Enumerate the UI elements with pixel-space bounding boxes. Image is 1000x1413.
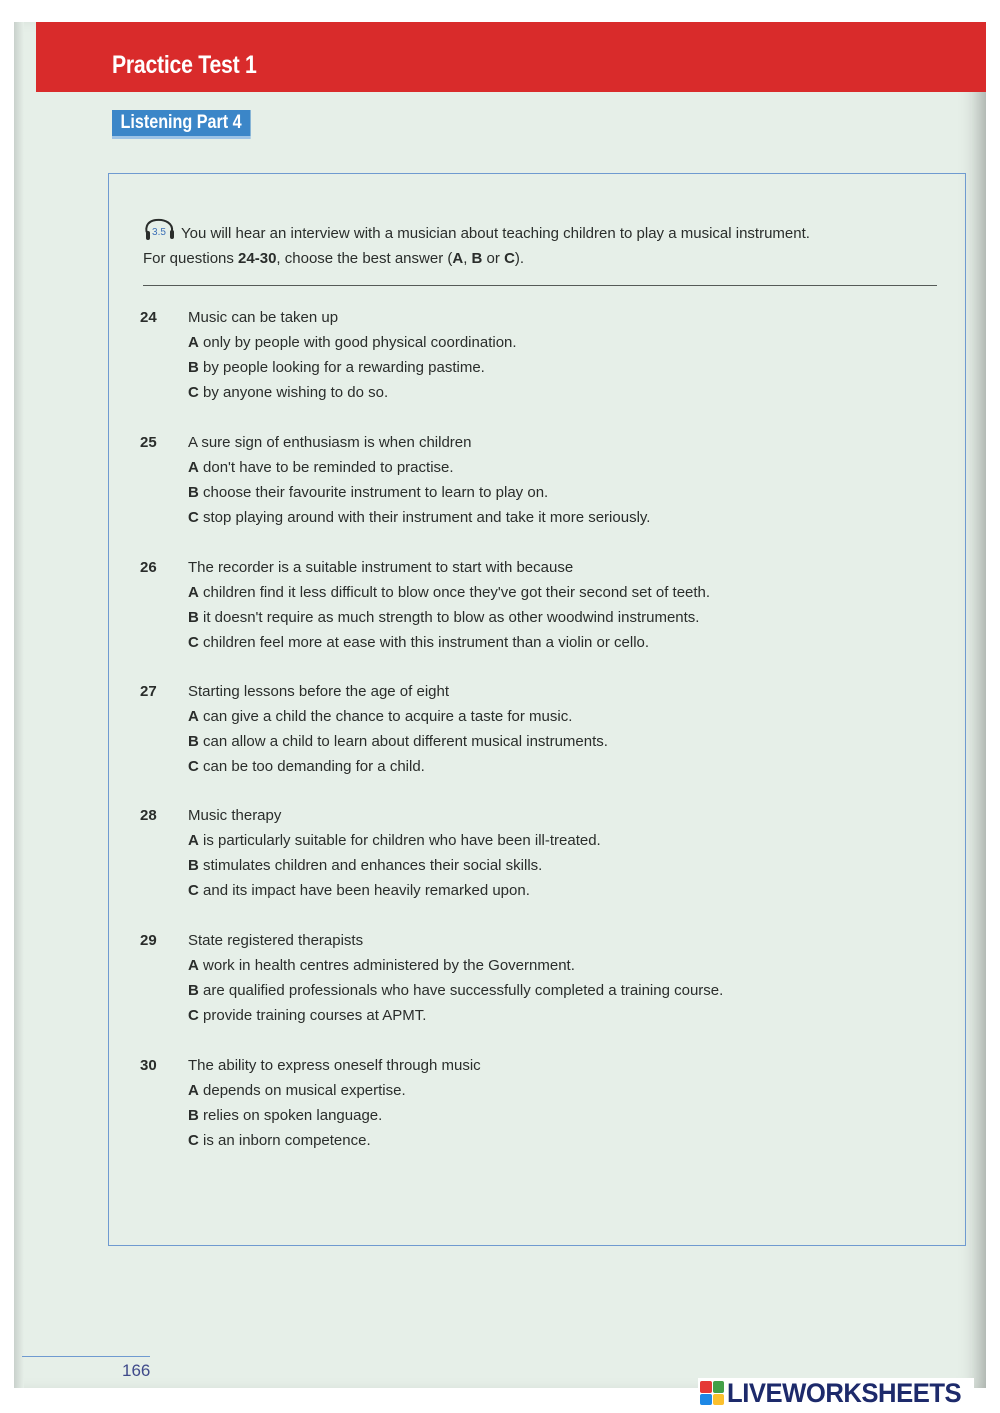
section-label: Listening Part 4 <box>112 110 250 139</box>
page-title: Practice Test 1 <box>112 51 257 79</box>
option-a[interactable] <box>140 455 900 480</box>
option-c[interactable] <box>140 380 900 405</box>
option-text: can be too demanding for a child. <box>203 758 425 775</box>
option-c[interactable] <box>140 878 900 903</box>
question-25 <box>140 430 900 530</box>
option-text: can give a child the chance to acquire a taste for music. <box>203 708 573 725</box>
instructions-text-2: For questions <box>143 250 239 267</box>
option-letter: A <box>188 459 199 476</box>
instructions-line-1 <box>143 218 943 248</box>
audio-track-number: 3.5 <box>152 227 166 238</box>
option-letter: B <box>188 982 199 999</box>
option-a[interactable] <box>140 580 900 605</box>
option-b[interactable] <box>140 480 900 505</box>
question-number: 27 <box>140 683 157 700</box>
liveworksheets-watermark <box>698 1378 974 1408</box>
option-letter: C <box>188 758 199 775</box>
page-number: 166 <box>122 1361 151 1380</box>
logo-tile-3 <box>700 1394 712 1406</box>
option-text: children find it less difficult to blow once they've got their second set of teeth. <box>203 584 711 601</box>
question-24 <box>140 305 900 405</box>
letter-a: A <box>452 250 464 267</box>
audio-track-icon[interactable] <box>143 218 177 248</box>
question-28 <box>140 803 900 903</box>
option-letter: B <box>188 609 199 626</box>
option-text: choose their favourite instrument to learn to play on. <box>203 484 549 501</box>
instructions <box>143 218 943 269</box>
option-a[interactable] <box>140 828 900 853</box>
question-number: 28 <box>140 807 157 824</box>
option-text: are qualified professionals who have successfully completed a training course. <box>203 982 724 999</box>
option-a[interactable] <box>140 953 900 978</box>
letter-b: B <box>471 250 483 267</box>
option-text: only by people with good physical coordination. <box>203 334 517 351</box>
question-27 <box>140 679 900 779</box>
option-c[interactable] <box>140 630 900 655</box>
instructions-text-3: , choose the best answer ( <box>276 250 453 267</box>
question-number: 29 <box>140 932 157 949</box>
option-b[interactable] <box>140 729 900 754</box>
option-letter: A <box>188 1082 199 1099</box>
option-c[interactable] <box>140 1128 900 1153</box>
question-stem: The recorder is a suitable instrument to start with because <box>188 559 574 576</box>
logo-tile-1 <box>700 1381 712 1393</box>
option-text: relies on spoken language. <box>203 1107 383 1124</box>
option-letter: C <box>188 882 199 899</box>
instructions-divider <box>143 285 937 286</box>
option-a[interactable] <box>140 330 900 355</box>
question-number: 26 <box>140 559 157 576</box>
page-spine <box>14 22 24 1388</box>
separator-1: , <box>463 250 472 267</box>
question-stem: Music therapy <box>188 807 282 824</box>
option-letter: A <box>188 708 199 725</box>
question-29 <box>140 928 900 1028</box>
option-text: stop playing around with their instrument and take it more seriously. <box>203 509 651 526</box>
option-text: stimulates children and enhances their social skills. <box>203 857 543 874</box>
logo-tile-4 <box>713 1394 725 1406</box>
separator-2: or <box>482 250 505 267</box>
question-stem: The ability to express oneself through music <box>188 1057 481 1074</box>
option-letter: C <box>188 509 199 526</box>
option-text: work in health centres administered by the Government. <box>203 957 575 974</box>
option-letter: A <box>188 957 199 974</box>
option-text: and its impact have been heavily remarked upon. <box>203 882 530 899</box>
option-c[interactable] <box>140 1003 900 1028</box>
question-26 <box>140 555 900 655</box>
letter-c: C <box>504 250 515 267</box>
option-text: provide training courses at APMT. <box>203 1007 427 1024</box>
option-b[interactable] <box>140 605 900 630</box>
option-c[interactable] <box>140 505 900 530</box>
option-letter: C <box>188 1007 199 1024</box>
option-text: children feel more at ease with this instrument than a violin or cello. <box>203 634 650 651</box>
option-text: is an inborn competence. <box>203 1132 371 1149</box>
option-c[interactable] <box>140 754 900 779</box>
option-letter: C <box>188 384 199 401</box>
logo-tile-2 <box>713 1381 725 1393</box>
instructions-text-4: ). <box>514 250 525 267</box>
option-text: don't have to be reminded to practise. <box>203 459 454 476</box>
liveworksheets-logo-icon <box>700 1381 724 1405</box>
footer-line <box>22 1356 150 1357</box>
option-text: is particularly suitable for children who have been ill-treated. <box>203 832 601 849</box>
watermark-text: LIVEWORKSHEETS <box>727 1377 962 1408</box>
option-b[interactable] <box>140 355 900 380</box>
question-number: 24 <box>140 309 157 326</box>
option-letter: B <box>188 1107 199 1124</box>
question-stem: A sure sign of enthusiasm is when children <box>188 434 472 451</box>
option-letter: A <box>188 334 199 351</box>
question-number: 25 <box>140 434 157 451</box>
option-letter: C <box>188 634 199 651</box>
instructions-text-1: You will hear an interview with a musician about teaching children to play a musical instrument. <box>181 225 810 242</box>
option-text: by anyone wishing to do so. <box>203 384 389 401</box>
option-text: by people looking for a rewarding pastime. <box>203 359 485 376</box>
question-30 <box>140 1053 900 1153</box>
option-letter: A <box>188 584 199 601</box>
option-a[interactable] <box>140 704 900 729</box>
option-a[interactable] <box>140 1078 900 1103</box>
option-letter: A <box>188 832 199 849</box>
option-letter: B <box>188 733 199 750</box>
question-stem: State registered therapists <box>188 932 364 949</box>
option-text: can allow a child to learn about different musical instruments. <box>203 733 608 750</box>
question-stem: Starting lessons before the age of eight <box>188 683 450 700</box>
option-b[interactable] <box>140 978 900 1003</box>
question-range: 24-30 <box>238 250 277 267</box>
option-letter: B <box>188 359 199 376</box>
option-b[interactable] <box>140 853 900 878</box>
question-number: 30 <box>140 1057 157 1074</box>
option-text: depends on musical expertise. <box>203 1082 406 1099</box>
instructions-line-2 <box>143 248 943 269</box>
question-stem: Music can be taken up <box>188 309 339 326</box>
option-letter: B <box>188 857 199 874</box>
option-letter: C <box>188 1132 199 1149</box>
option-text: it doesn't require as much strength to blow as other woodwind instruments. <box>203 609 700 626</box>
option-letter: B <box>188 484 199 501</box>
option-b[interactable] <box>140 1103 900 1128</box>
